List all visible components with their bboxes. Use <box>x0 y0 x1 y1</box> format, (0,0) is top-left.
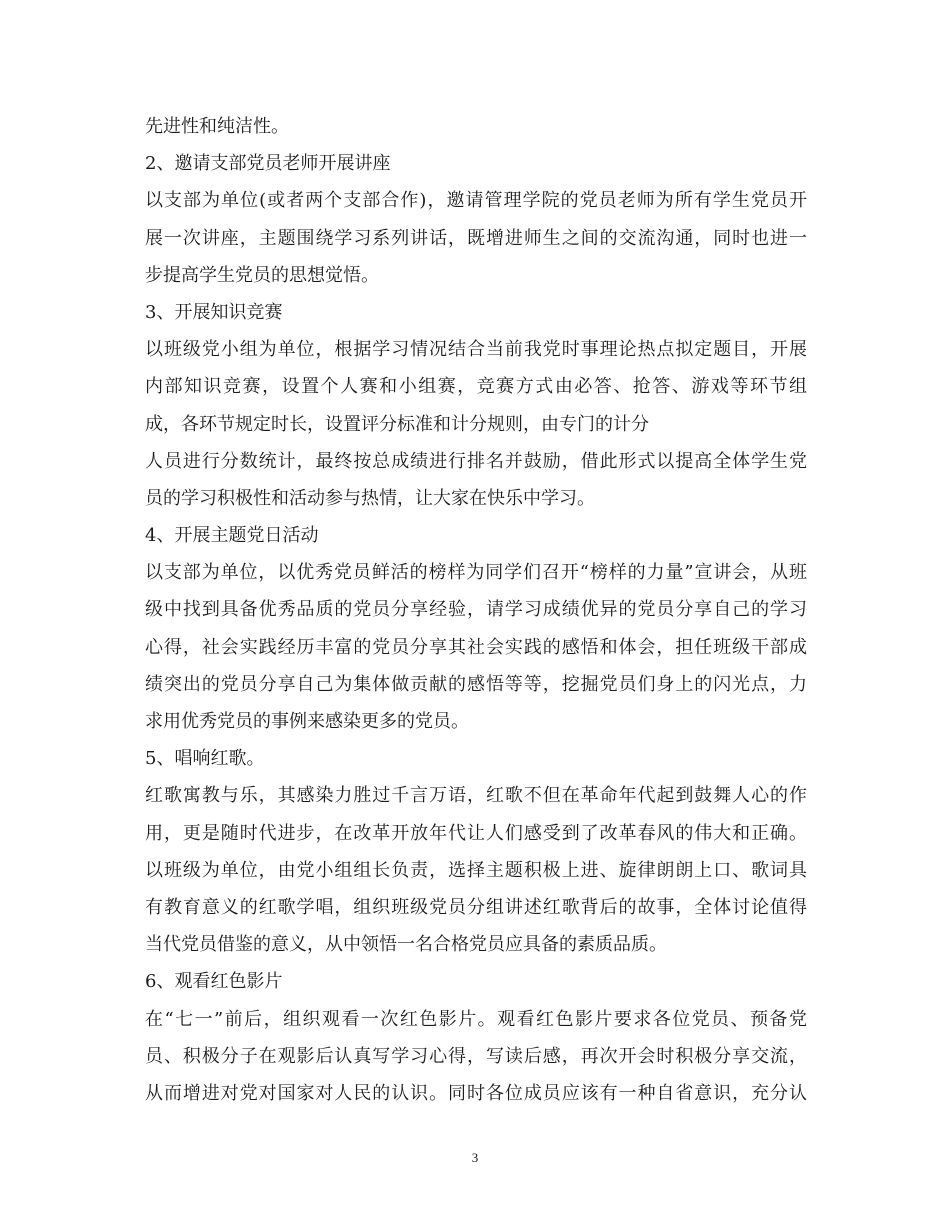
body-text-line: 员、积极分子在观影后认真写学习心得，写读后感，再次开会时积极分享交流， <box>145 1045 807 1067</box>
body-text-line: 从而增进对党对国家对人民的认识。同时各位成员应该有一种自省意识，充分认 <box>145 1082 807 1104</box>
body-text-line: 内部知识竞赛，设置个人赛和小组赛，竞赛方式由必答、抢答、游戏等环节组 <box>145 376 807 398</box>
body-text-line: 求用优秀党员的事例来感染更多的党员。 <box>145 711 469 732</box>
body-text-line: 以班级党小组为单位，根据学习情况结合当前我党时事理论热点拟定题目，开展 <box>145 339 807 361</box>
body-text-line: 在“七一”前后，组织观看一次红色影片。观看红色影片要求各位党员、预备党 <box>145 1008 807 1030</box>
body-text-line: 步提高学生党员的思想觉悟。 <box>145 264 379 286</box>
section-heading: 2、邀请支部党员老师开展讲座 <box>145 153 391 175</box>
body-text-line: 展一次讲座，主题围绕学习系列讲话，既增进师生之间的交流沟通，同时也进一 <box>145 227 807 249</box>
body-text-line: 当代党员借鉴的意义，从中领悟一名合格党员应具备的素质品质。 <box>145 934 667 956</box>
document-body <box>145 108 807 1112</box>
body-text-line: 红歌寓教与乐，其感染力胜过千言万语，红歌不但在革命年代起到鼓舞人心的作 <box>145 785 807 807</box>
section-heading: 5、唱响红歌。 <box>145 748 265 770</box>
body-text-line: 有教育意义的红歌学唱，组织班级党员分组讲述红歌背后的故事，全体讨论值得 <box>145 896 807 918</box>
section-heading: 6、观看红色影片 <box>145 971 283 993</box>
body-text-line: 以支部为单位，以优秀党员鲜活的榜样为同学们召开“榜样的力量”宣讲会，从班 <box>145 562 807 584</box>
body-text-line: 用，更是随时代进步，在改革开放年代让人们感受到了改革春风的伟大和正确。 <box>145 822 807 844</box>
section-heading: 4、开展主题党日活动 <box>145 525 319 547</box>
body-text-line: 绩突出的党员分享自己为集体做贡献的感悟等等，挖掘党员们身上的闪光点，力 <box>145 673 807 695</box>
body-text-line: 人员进行分数统计，最终按总成绩进行排名并鼓励，借此形式以提高全体学生党 <box>145 450 807 472</box>
body-text-line: 以班级为单位，由党小组组长负责，选择主题积极上进、旋律朗朗上口、歌词具 <box>145 859 807 881</box>
body-text-line: 心得，社会实践经历丰富的党员分享其社会实践的感悟和体会，担任班级干部成 <box>145 636 807 658</box>
body-text-line: 先进性和纯洁性。 <box>145 116 289 137</box>
body-text-line: 成，各环节规定时长，设置评分标准和计分规则，由专门的计分 <box>145 413 649 435</box>
page-number: 3 <box>471 1150 479 1165</box>
body-text-line: 以支部为单位(或者两个支部合作)，邀请管理学院的党员老师为所有学生党员开 <box>145 190 807 212</box>
body-text-line: 员的学习积极性和活动参与热情，让大家在快乐中学习。 <box>145 487 595 509</box>
body-text-line: 级中找到具备优秀品质的党员分享经验，请学习成绩优异的党员分享自己的学习 <box>145 599 807 621</box>
section-heading: 3、开展知识竞赛 <box>145 301 283 323</box>
